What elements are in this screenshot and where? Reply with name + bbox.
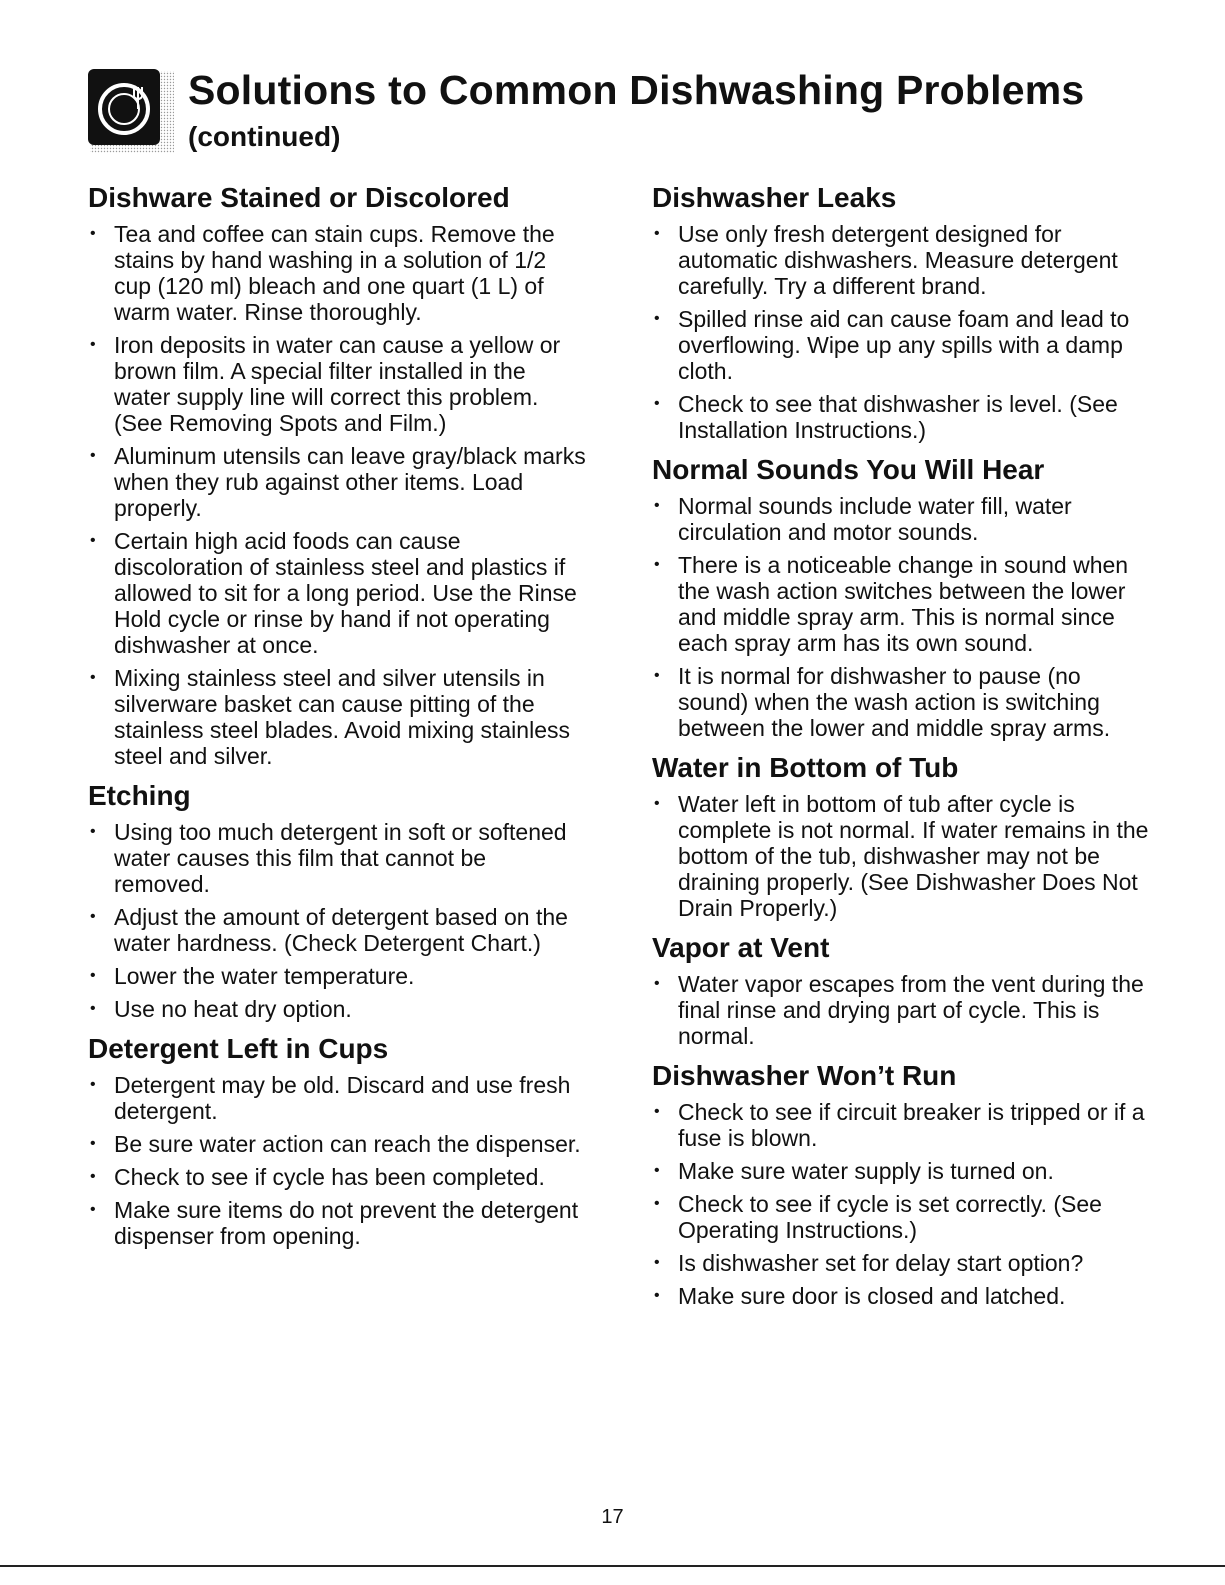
section-title: Vapor at Vent [652,932,830,963]
bullet-item: • Water vapor escapes from the vent during the final rinse and drying part of cycle. This is normal. [652,971,1157,1049]
bullet-item: • Make sure items do not prevent the detergent dispenser from opening. [88,1197,588,1249]
bullet-item: • Use no heat dry option. [88,996,588,1022]
bottom-rule [0,1565,1225,1567]
bullet-item: • Aluminum utensils can leave gray/black marks when they rub against other items. Load properly. [88,443,588,521]
page-number: 17 [601,1506,624,1528]
section-water-in-bottom [652,751,1157,921]
section-etching [88,779,588,1022]
bullet-list [652,493,1157,741]
bullet-item: • Be sure water action can reach the dispenser. [88,1131,588,1157]
bullet-item: • Iron deposits in water can cause a yellow or brown film. A special filter installed in the water supply line will correct this problem. (See Removing Spots and Film.) [88,332,588,436]
bullet-list [88,221,588,769]
bullet-item: • Make sure water supply is turned on. [652,1158,1157,1184]
bullet-item: • There is a noticeable change in sound when the wash action switches between the lower and middle spray arm. This is normal since each spray arm has its own sound. [652,552,1157,656]
bullet-item: • Detergent may be old. Discard and use fresh detergent. [88,1072,588,1124]
bullet-item: • It is normal for dishwasher to pause (no sound) when the wash action is switching between the lower and middle spray arms. [652,663,1157,741]
bullet-list [652,1099,1157,1309]
section-dishwasher-leaks [652,181,1157,443]
bullet-item: • Is dishwasher set for delay start option? [652,1250,1157,1276]
section-detergent-left [88,1032,588,1249]
section-vapor-at-vent [652,931,1157,1049]
bullet-item: • Make sure door is closed and latched. [652,1283,1157,1309]
bullet-item: • Check to see if circuit breaker is tripped or if a fuse is blown. [652,1099,1157,1151]
bullet-item: • Water left in bottom of tub after cycle is complete is not normal. If water remains in the bottom of the tub, dishwasher may not be draining properly. (See Dishwasher Does Not Drain Properly.) [652,791,1157,921]
right-column [652,181,1157,1319]
bullet-item: • Check to see if cycle has been completed. [88,1164,588,1190]
section-title: Water in Bottom of Tub [652,752,959,783]
bullet-list [652,791,1157,921]
section-title: Dishwasher Won’t Run [652,1060,957,1091]
bullet-item: • Normal sounds include water fill, water circulation and motor sounds. [652,493,1157,545]
section-dishware-stained [88,181,588,769]
section-title: Detergent Left in Cups [88,1033,389,1064]
section-title: Etching [88,780,191,811]
bullet-item: • Check to see that dishwasher is level. (See Installation Instructions.) [652,391,1157,443]
bullet-list [652,221,1157,443]
page-header [88,62,1148,162]
bullet-item: • Lower the water temperature. [88,963,588,989]
page-title: Solutions to Common Dishwashing Problems [188,67,1085,113]
dishwasher-dish-icon [88,69,176,155]
bullet-item: • Certain high acid foods can cause discoloration of stainless steel and plastics if allowed to sit for a long period. Use the Rinse Hold cycle or rinse by hand if not operating dishwasher at once. [88,528,588,658]
bullet-list [88,1072,588,1249]
section-title: Normal Sounds You Will Hear [652,454,1045,485]
bullet-list [88,819,588,1022]
bullet-item: • Check to see if cycle is set correctly. (See Operating Instructions.) [652,1191,1157,1243]
bullet-item: • Mixing stainless steel and silver utensils in silverware basket can cause pitting of the stainless steel blades. Avoid mixing stainless steel and silver. [88,665,588,769]
bullet-item: • Use only fresh detergent designed for automatic dishwashers. Measure detergent carefully. Try a different brand. [652,221,1157,299]
section-normal-sounds [652,453,1157,741]
left-column [88,181,588,1259]
bullet-item: • Tea and coffee can stain cups. Remove the stains by hand washing in a solution of 1/2 cup (120 ml) bleach and one quart (1 L) of warm water. Rinse thoroughly. [88,221,588,325]
section-title: Dishware Stained or Discolored [88,182,510,213]
page-subtitle: (continued) [188,121,341,152]
bullet-item: • Using too much detergent in soft or softened water causes this film that cannot be removed. [88,819,588,897]
bullet-item: • Adjust the amount of detergent based on the water hardness. (Check Detergent Chart.) [88,904,588,956]
bullet-item: • Spilled rinse aid can cause foam and lead to overflowing. Wipe up any spills with a damp cloth. [652,306,1157,384]
section-title: Dishwasher Leaks [652,182,897,213]
section-wont-run [652,1059,1157,1309]
bullet-list [652,971,1157,1049]
